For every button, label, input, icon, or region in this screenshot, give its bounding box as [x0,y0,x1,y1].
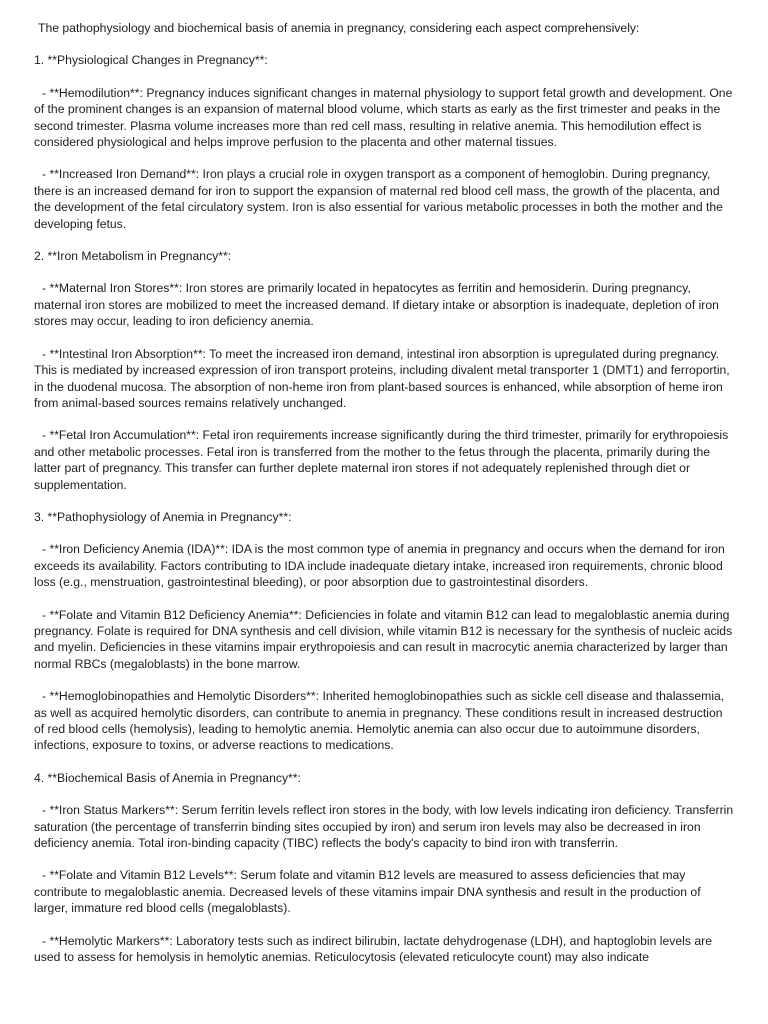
section-iron-metabolism [34,248,734,493]
paragraph-increased-iron-demand: - **Increased Iron Demand**: Iron plays a crucial role in oxygen transport as a component of hemoglobin. During pregnancy, there is an increased demand for iron to support the expansion of maternal red blood cell mass, the growth of the placenta, and the development of the fetal circulatory system. Iron is also essential for various metabolic processes in both the mother and the developing fetus. [34,167,723,231]
paragraph-maternal-iron-stores: - **Maternal Iron Stores**: Iron stores are primarily located in hepatocytes as ferritin and hemosiderin. During pregnancy, maternal iron stores are mobilized to meet the increased demand. If dietary intake or absorption is inadequate, depletion of iron stores may occur, leading to iron deficiency anemia. [34,281,719,329]
paragraph-hemoglobinopathies: - **Hemoglobinopathies and Hemolytic Disorders**: Inherited hemoglobinopathies such as sickle cell disease and thalassemia, as well as acquired hemolytic disorders, can contribute to anemia in pregnancy. These conditions result in increased destruction of red blood cells (hemolysis), leading to hemolytic anemia. Hemolytic anemia can also occur due to autoimmune disorders, infections, exposure to toxins, or adverse reactions to medications. [34,689,725,753]
section-physiological-changes [34,52,734,232]
intro-text: The pathophysiology and biochemical basis of anemia in pregnancy, considering each aspect comprehensively: [38,21,640,35]
paragraph-iron-deficiency-anemia: - **Iron Deficiency Anemia (IDA)**: IDA is the most common type of anemia in pregnancy and occurs when the demand for iron exceeds its availability. Factors contributing to IDA include inadequate dietary intake, increased iron requirements, chronic blood loss (e.g., menstruation, gastrointestinal bleeding), or poor absorption due to gastrointestinal disorders. [34,542,725,590]
paragraph-hemodilution: - **Hemodilution**: Pregnancy induces significant changes in maternal physiology to support fetal growth and development. One of the prominent changes is an expansion of maternal blood volume, which starts as early as the first trimester and peaks in the second trimester. Plasma volume increases more than red cell mass, resulting in relative anemia. This hemodilution effect is considered physiological and helps improve perfusion to the placenta and other maternal tissues. [34,85,733,150]
section-heading: 3. **Pathophysiology of Anemia in Pregnancy**: [34,509,292,524]
paragraph-iron-status-markers: - **Iron Status Markers**: Serum ferritin levels reflect iron stores in the body, with low levels indicating iron deficiency. Transferrin saturation (the percentage of transferrin binding sites occupied by iron) and serum iron levels may also be decreased in iron deficiency anemia. Total iron-binding capacity (TIBC) reflects the body's capacity to bind iron with transferrin. [34,803,734,851]
paragraph-folate-b12-deficiency: - **Folate and Vitamin B12 Deficiency Anemia**: Deficiencies in folate and vitamin B12 can lead to megaloblastic anemia during pregnancy. Folate is required for DNA synthesis and cell division, while vitamin B12 is necessary for the synthesis of nucleic acids and myelin. Deficiencies in these vitamins impair erythropoiesis and can result in macrocytic anemia characterized by larger than normal RBCs (megaloblasts) in the bone marrow. [34,607,733,671]
section-pathophysiology [34,509,734,754]
section-heading: 2. **Iron Metabolism in Pregnancy**: [34,249,232,264]
section-heading: 4. **Biochemical Basis of Anemia in Pregnancy**: [34,770,301,785]
paragraph-hemolytic-markers: - **Hemolytic Markers**: Laboratory tests such as indirect bilirubin, lactate dehydrogenase (LDH), and haptoglobin levels are used to assess for hemolysis in hemolytic anemias. Reticulocytosis (elevated reticulocyte count) may also indicate [34,933,712,965]
paragraph-fetal-iron-accumulation: - **Fetal Iron Accumulation**: Fetal iron requirements increase significantly during the third trimester, primarily for erythropoiesis and other metabolic processes. Fetal iron is transferred from the mother to the fetus through the placenta, primarily during the latter part of pregnancy. This transfer can further deplete maternal iron stores if not adequately replenished through diet or supplementation. [34,428,729,492]
section-heading: 1. **Physiological Changes in Pregnancy**: [34,53,268,68]
paragraph-folate-b12-levels: - **Folate and Vitamin B12 Levels**: Serum folate and vitamin B12 levels are measured to assess deficiencies that may contribute to megaloblastic anemia. Decreased levels of these vitamins impair DNA synthesis and result in the production of larger, immature red blood cells (megaloblasts). [34,868,701,916]
paragraph-intestinal-iron-absorption: - **Intestinal Iron Absorption**: To meet the increased iron demand, intestinal iron absorption is upregulated during pregnancy. This is mediated by increased expression of iron transport proteins, including divalent metal transporter 1 (DMT1) and ferroportin, in the duodenal mucosa. The absorption of non-heme iron from plant-based sources is enhanced, while absorption of heme iron from animal-based sources remains relatively unchanged. [34,346,730,410]
section-biochemical-basis [34,770,734,966]
